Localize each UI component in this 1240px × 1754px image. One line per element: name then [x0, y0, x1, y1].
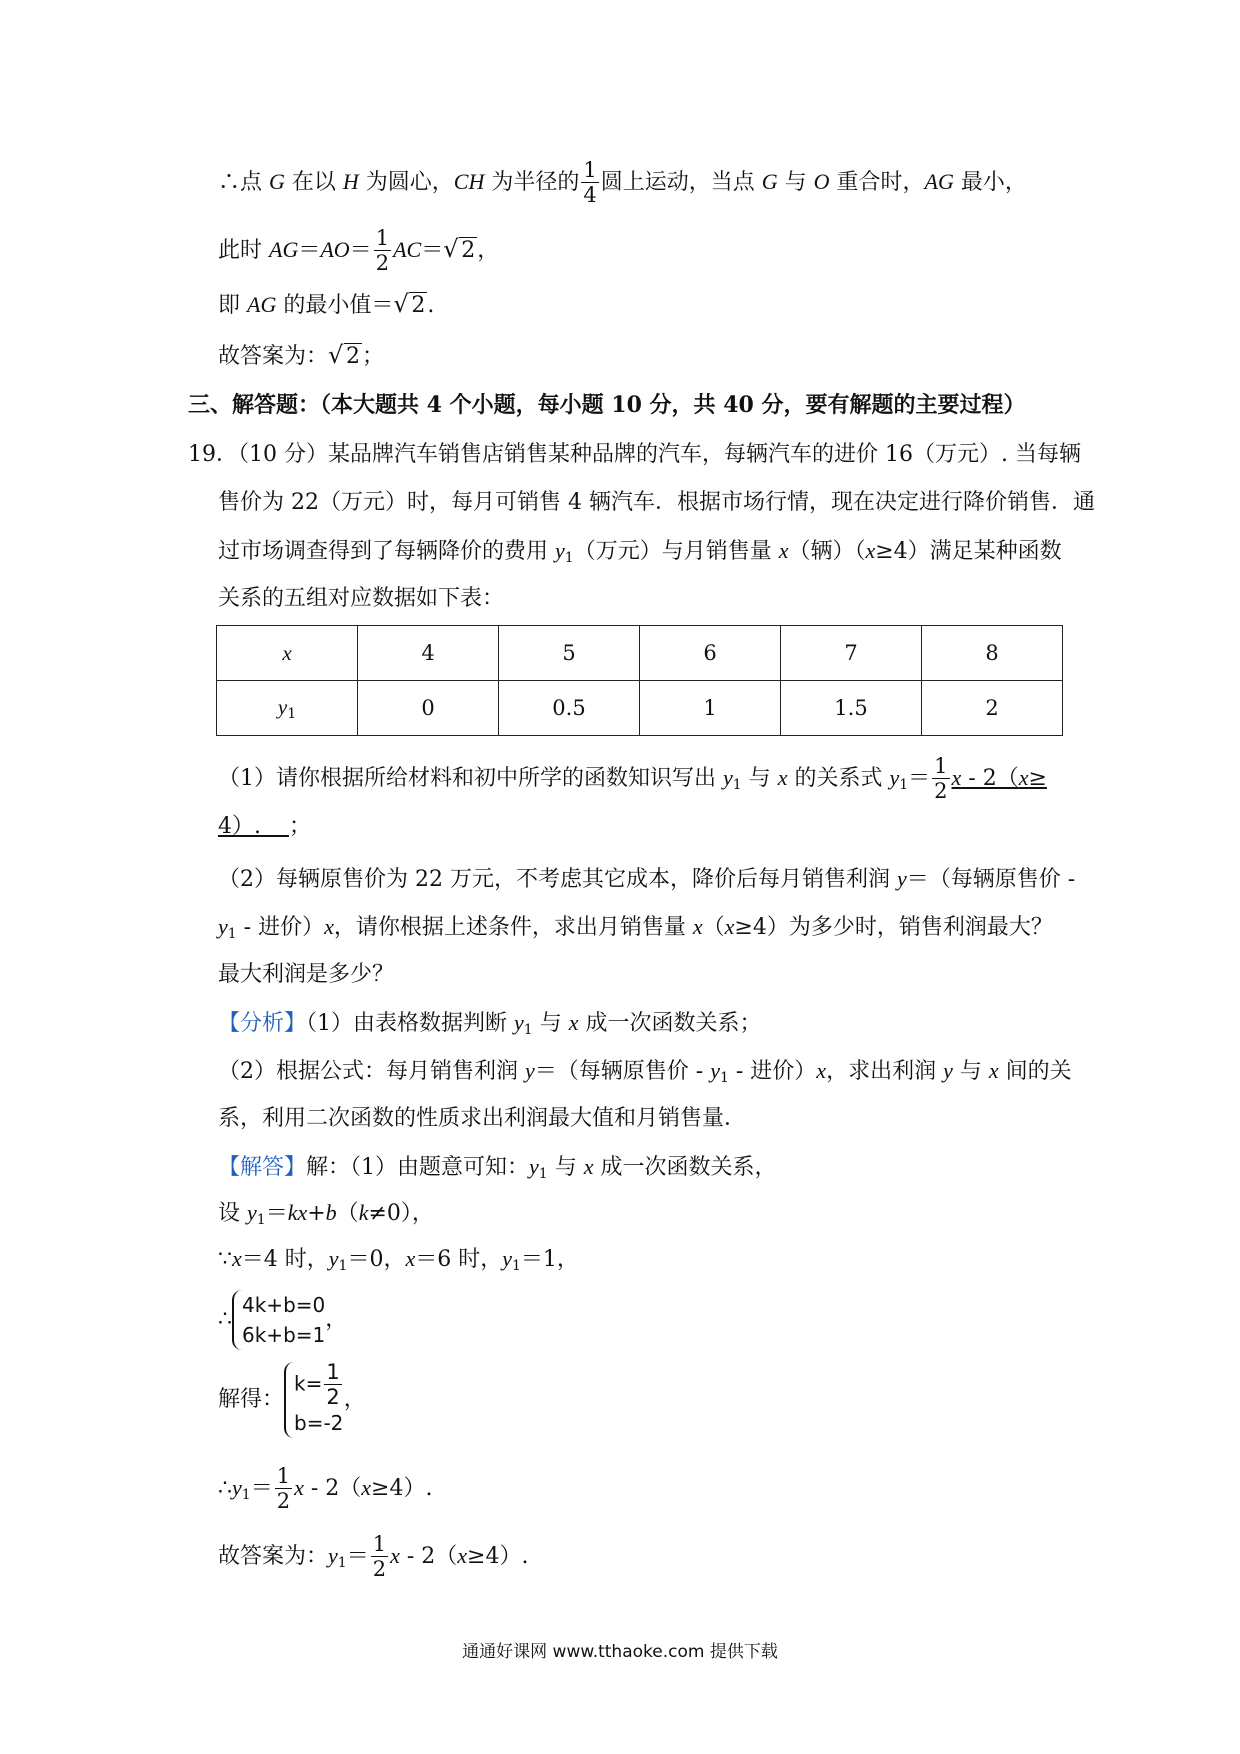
table-row	[217, 626, 1063, 681]
part-2-line-3: 最大利润是多少？	[218, 962, 395, 987]
table-cell: 0.5	[499, 681, 640, 736]
sqrt: √ 2	[443, 236, 477, 266]
sqrt: √ 2	[393, 291, 427, 321]
part-2-line-1: （2）每辆原售价为 22 万元，不考虑其它成本，降价后每月销售利润 y＝（每辆原售价 -	[218, 866, 1076, 892]
text-line-1: ∴点 G 在以 H 为圆心，CH 为半径的 $\frac{1}{4}$ 圆上运动，当点 G 与 O 重合时，AG 最小，	[218, 158, 1027, 207]
analysis-line-1: 【分析】（1）由表格数据判断 $y_1$ 与 x 成一次函数关系；	[218, 1010, 762, 1038]
solution-line-5: 解得： k= $\frac{1}{2}$ b=-2 ，	[218, 1362, 366, 1438]
fraction: $\frac{1}{2}$	[326, 1360, 340, 1409]
analysis-label: 【分析】	[218, 1011, 307, 1036]
fraction: $\frac{1}{2}$	[276, 1464, 291, 1513]
solution-line-2: 设 $y_1=kx+b(k\ne 0)$，	[218, 1200, 434, 1228]
analysis-line-2: （2）根据公式：每月销售利润 y＝（每辆原售价 - $y_1$ - 进价）x，求出利润 y 与 x 间的关	[218, 1058, 1072, 1086]
fraction: $\frac{1}{2}$	[375, 226, 390, 275]
solution-line-1: 【解答】解：（1）由题意可知：$y_1$ 与 x 成一次函数关系，	[218, 1154, 777, 1182]
fraction: $\frac{1}{2}$	[934, 754, 948, 803]
part-1-line-2: 4）. ；	[218, 814, 311, 839]
solution-label: 【解答】	[218, 1155, 307, 1180]
data-table	[216, 625, 1063, 736]
solution-line-6: $\therefore y_1=$ $\frac{1}{2}$ x - 2（x≥4）.	[218, 1464, 433, 1513]
solution-line-4: ∴ 4k+b=0 6k+b=1 ，	[218, 1290, 347, 1350]
fraction: $\frac{1}{4}$	[583, 158, 597, 207]
question-19-line-3: 过市场调查得到了每辆降价的费用 $y_1$（万元）与月销售量 x（辆）（x≥4）满足某种函数	[218, 538, 1062, 566]
fraction: $\frac{1}{2}$	[372, 1532, 387, 1581]
table-row	[217, 681, 1063, 736]
part-2-line-2: $y_1$ - 进价）x，请你根据上述条件，求出月销售量 x（x≥4）为多少时，销售利润最大？	[218, 914, 1053, 942]
question-19-line-1: 19．（10 分）某品牌汽车销售店销售某种品牌的汽车，每辆汽车的进价 16（万元）. 当每辆	[188, 442, 1081, 467]
solution-line-3: ∵x＝4 时，$y_1=0$，x＝6 时，$y_1=1$，	[218, 1246, 579, 1274]
table-cell: 1	[640, 681, 781, 736]
table-cell: 8	[922, 626, 1063, 681]
solution-system: k= $\frac{1}{2}$ b=-2	[284, 1362, 344, 1438]
table-cell: 1.5	[781, 681, 922, 736]
table-cell: 0	[358, 681, 499, 736]
table-cell: 6	[640, 626, 781, 681]
text-line-2: 此时 AG＝AO＝ $\frac{1}{2}$ AC＝√ 2，	[218, 228, 499, 274]
table-cell: 5	[499, 626, 640, 681]
solution-line-7: 故答案为：$y_1=$ $\frac{1}{2}$ x - 2（x≥4）.	[218, 1532, 529, 1581]
equation-system: 4k+b=0 6k+b=1	[232, 1290, 325, 1350]
sqrt: √ 2	[328, 342, 362, 372]
table-header-x: x	[217, 626, 358, 681]
table-cell: 2	[922, 681, 1063, 736]
part-1-line-1: （1）请你根据所给材料和初中所学的函数知识写出 $y_1$ 与 x 的关系式 $y_1=$ $\frac{1}{2}$ x - 2（x≥	[218, 754, 1047, 803]
question-19-line-4: 关系的五组对应数据如下表：	[218, 586, 505, 611]
section-heading: 三、解答题：（本大题共 4 个小题，每小题 10 分，共 40 分，要有解题的主要过程）	[188, 392, 1026, 418]
page-footer: 通通好课网 www.tthaoke.com 提供下载	[462, 1642, 778, 1662]
table-cell: 7	[781, 626, 922, 681]
text-line-4: 故答案为：√ 2；	[218, 342, 384, 372]
table-cell: 4	[358, 626, 499, 681]
analysis-line-3: 系，利用二次函数的性质求出利润最大值和月销售量．	[218, 1106, 747, 1131]
question-19-line-2: 售价为 22（万元）时，每月可销售 4 辆汽车．根据市场行情，现在决定进行降价销售．通	[218, 490, 1095, 515]
text-line-3: 即 AG 的最小值＝√ 2.	[218, 290, 434, 321]
table-header-y: $y_1$	[217, 681, 358, 736]
